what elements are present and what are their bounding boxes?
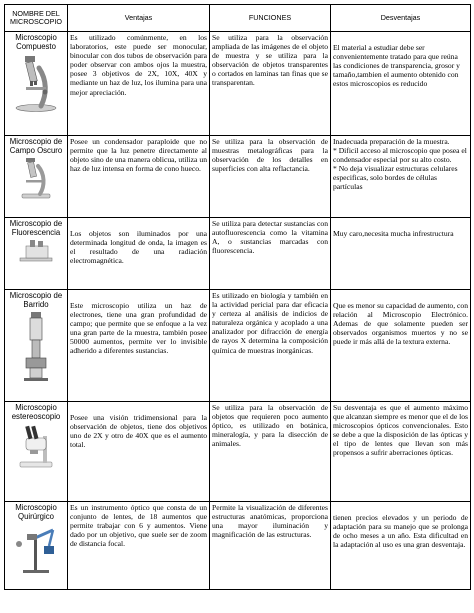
compound-microscope-illustration xyxy=(11,54,61,112)
fluorescence-microscope-illustration xyxy=(16,240,56,262)
microscope-comparison-table xyxy=(4,4,471,590)
desventajas-text: El material a estudiar debe ser convenientemente tratado para que reúna las condiciones de transparencia, grosor y tamaño,tambien el aumento obtenido con estos microscopios es reducido xyxy=(333,43,460,89)
funciones-cell: Permite la visualización de diferentes estructuras anatómicas, proporciona una mayor iluminación y magnificación de las estructuras. xyxy=(210,502,331,590)
microscope-name: Microscopio Compuesto xyxy=(15,33,57,52)
table-row xyxy=(5,32,471,136)
desventajas-text: Que es menor su capacidad de aumento, con relación al Microscopio Electrónico. Ademas de que solamente pueden ser observados organismos muertos y no se puede ir más allá de la textura externa. xyxy=(333,301,468,347)
dark-field-microscope-illustration xyxy=(14,158,58,200)
ventajas-cell xyxy=(68,290,210,402)
table-row xyxy=(5,218,471,290)
scanning-microscope-illustration xyxy=(21,312,51,382)
ventajas-cell: Es utilizado comúnmente, en los laboratorios, este puede ser monocular, binocular con dos tubos de observación para poder observar con ambos ojos la muestra, posee 3 objetivos de 2X, 10X, 40X y mediante un haz de luz, los ilumina para una mejor apreciación. xyxy=(68,32,210,136)
header-funciones: FUNCIONES xyxy=(210,5,331,32)
funciones-cell: Se utiliza para la observación de muestras metalográficas para la observación de los detalles en superficies con alta reflactancia. xyxy=(210,136,331,218)
microscope-name-cell xyxy=(5,218,68,290)
desventajas-cell xyxy=(331,502,471,590)
microscope-name: Microscopio de Fluorescencia xyxy=(9,219,63,238)
ventajas-text: Los objetos son iluminados por una determinada longitud de onda, la imagen es el resultado de una radiación electromagnética. xyxy=(70,229,207,266)
header-nombre: NOMBRE DEL MICROSCOPIO xyxy=(5,5,68,32)
microscope-name-cell xyxy=(5,502,68,590)
desventajas-cell xyxy=(331,218,471,290)
desventajas-cell xyxy=(331,32,471,136)
microscope-name-cell xyxy=(5,402,68,502)
desventajas-cell: Inadecuada preparación de la muestra. * Dificil acceso al microscopio que posea el condensador especial por su alto costo. * No deja visualizar estructuras celulares especificas, solo bordes de células partículas xyxy=(331,136,471,218)
microscope-name: Microscopio estereoscopio xyxy=(11,403,61,422)
desventajas-text: Muy caro,necesita mucha infrestructura xyxy=(333,229,454,238)
microscope-name-cell xyxy=(5,290,68,402)
ventajas-text: Posee una visión tridimensional para la observación de objetos, tiene dos objetivos uno de 2X y otro de 40X que es el aumento total. xyxy=(70,413,207,450)
table-row xyxy=(5,502,471,590)
header-row xyxy=(5,5,471,32)
funciones-cell: Se utiliza para detectar sustancias con autofluorescencia como la vitamina A, o sustancias marcadas con fluorescencia. xyxy=(210,218,331,290)
funciones-cell: Se utiliza para la observación de objetos que requieren poco aumento óptico, es utilizado en botánica, mineralogía, y para la disección de animales. xyxy=(210,402,331,502)
table-row xyxy=(5,290,471,402)
ventajas-cell xyxy=(68,218,210,290)
microscope-name: Microscopio de Campo Oscuro xyxy=(9,137,63,156)
ventajas-cell: Posee un condensador paraploide que no permite que la luz penetre directamente al objeto sino de una manera oblicua, utiliza un haz de luz intensa en forma de cono hueco. xyxy=(68,136,210,218)
desventajas-text: tienen precios elevados y un periodo de adaptación para su manejo que se prolonga de ocho meses a un año. Esta dificultad en la adaptación al uso es una gran desventaja. xyxy=(333,513,468,550)
funciones-cell: Es utilizado en biología y también en la actividad pericial para dar eficacia y certeza al análisis de indicios de naturaleza orgánica y acoplado a una analizador por difracción de energía de rayos X determina la composición química de muestras inorgánicas. xyxy=(210,290,331,402)
surgical-microscope-illustration xyxy=(13,524,59,574)
ventajas-text: Este microscopio utiliza un haz de electrones, tiene una gran profundidad de campo; que permite que se enfoque a la vez una gran parte de la muestra, también posee 50000 aumentos, permite ver lo invisible adherido a diferentes sustancias. xyxy=(70,301,207,356)
table-row xyxy=(5,402,471,502)
desventajas-cell: Su desventaja es que el aumento máximo que alcanzan siempre es menor que el de los microscopios ópticos convencionales. Esto se debe a que la disposición de las ópticas y el tipo de lentes que llevan son más propensos a sufrir aberraciones ópticas. xyxy=(331,402,471,502)
stereo-microscope-illustration xyxy=(14,424,58,468)
microscope-name: Microscopio Quirúrgico xyxy=(15,503,57,522)
funciones-cell: Se utiliza para la observación ampliada de las imágenes de el objeto de muestra y se utiliza para la observación de objetos transparentes o cortados en laminas tan finas que se transparentan. xyxy=(210,32,331,136)
ventajas-cell xyxy=(68,402,210,502)
header-desventajas: Desventajas xyxy=(331,5,471,32)
table-row xyxy=(5,136,471,218)
microscope-name-cell xyxy=(5,136,68,218)
header-ventajas: Ventajas xyxy=(68,5,210,32)
microscope-name-cell xyxy=(5,32,68,136)
desventajas-cell xyxy=(331,290,471,402)
microscope-name: Microscopio de Barrido xyxy=(9,291,63,310)
ventajas-cell: Es un instrumento óptico que consta de un conjunto de lentes, de 18 aumentos que permite trabajar con 6 y aumentos. Viene dado por un objetivo, que suele ser de zoom de distancia focal. xyxy=(68,502,210,590)
